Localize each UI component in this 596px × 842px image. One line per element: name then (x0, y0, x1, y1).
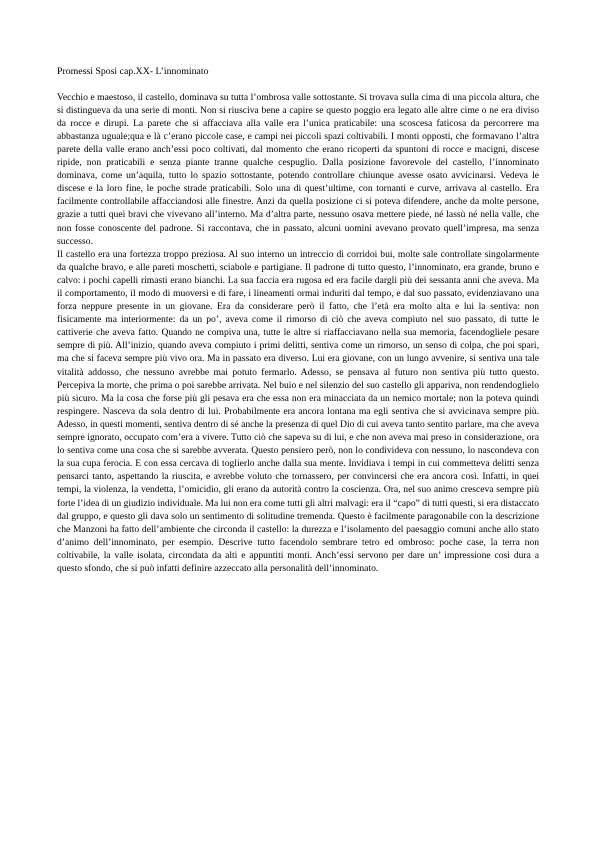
document-page (57, 66, 539, 575)
document-title: Promessi Sposi cap.XX- L’innominato (57, 66, 209, 77)
paragraph-castle-description: Vecchio e maestoso, il castello, dominava su tutta l’ombrosa valle sottostante. Si trovava sulla cima di una piccola altura, che si distingueva da una serie di monti. Non si riusciva bene a capire se questo poggio era legato alle altre cime o ne era diviso da rocce e dirupi. La parete che si affacciava alla valle era l’unica praticabile: una scoscesa faticosa da percorrere ma abbastanza uguale;qua e là c’erano piccole case, e campi nei piccoli spazi coltivabili. I monti opposti, che formavano l’altra parete della valle erano anch’essi poco coltivati, dal momento che erano ricoperti da spuntoni di rocce e macigni, discese ripide, non praticabili e senza piante tranne qualche cespuglio. Dalla posizione favorevole del castello, l’innominato dominava, come un’aquila, tutto lo spazio sottostante, potendo controllare chiunque avesse osato avvicinarsi. Vedeva le discese e la loro fine, le poche strade praticabili. Solo una di quest’ultime, con tornanti e curve, arrivava al castello. Era facilmente controllabile affacciandosi alle finestre. Anzi da quella posizione ci si poteva difendere, anche da molte persone, grazie a tutti quei bravi che vivevano all’interno. Ma d’altra parte, nessuno osava mettere piede, né lassù né nella valle, che non fosse conoscente del padrone. Si raccontava, che in passato, alcuni uomini avevano provato quell’impresa, ma senza successo. (57, 91, 539, 247)
paragraph-innominato-description: Il castello era una fortezza troppo preziosa. Al suo interno un intreccio di corridoi bui, molte sale controllate singolarmente da qualche bravo, e alle pareti moschetti, sciabole e partigiane. Il padrone di tutto questo, l’innominato, era grande, bruno e calvo: i pochi capelli rimasti erano bianchi. La sua faccia era rugosa ed era facile dargli più dei sessanta anni che aveva. Ma il comportamento, il modo di muoversi e di fare, i lineamenti ormai induriti dal tempo, e dal suo passato, evidenziavano una forza neppure presente in un giovane. Era da considerare però il fatto, che l’età era molto alta e lui la sentiva: non fisicamente ma interiormente: da un po’, aveva come il rimorso di ciò che aveva compiuto nel suo passato, di tutte le cattiverie che aveva fatto. Quando ne compiva una, tutte le altre si riaffacciavano nella sua memoria, facendogliele pesare sempre di più. All’inizio, quando aveva compiuto i primi delitti, sentiva come un rimorso, un senso di colpa, che poi sparì, ma che si faceva sempre più vivo ora. Ma in passato era diverso. Lui era giovane, con un lungo avvenire, si sentiva una tale vitalità addosso, che nessuno avrebbe mai potuto fermarlo. Adesso, se pensava al futuro non sentiva più tutto questo. Percepiva la morte, che prima o poi sarebbe arrivata. Nel buio e nel silenzio del suo castello gli appariva, non rendendoglielo più sicuro. Ma la cosa che forse più gli pesava era che essa non era minacciata da un nemico mortale; non la poteva quindi respingere. Nasceva da sola dentro di lui. Probabilmente era ancora lontana ma egli sentiva che si avvicinava sempre più. Adesso, in questi momenti, sentiva dentro di sé anche la presenza di quel Dio di cui aveva tanto sentito parlare, ma che aveva sempre ignorato, occupato com’era a vivere. Tutto ciò che sapeva su di lui, e che non aveva mai preso in considerazione, ora lo sentiva come una cosa che si sarebbe avverata. Questo pensiero però, non lo condivideva con nessuno, lo nascondeva con la sua cupa ferocia. E con essa cercava di toglierlo anche dalla sua mente. Invidiava i tempi in cui commetteva delitti senza pensarci tanto, aspettando la riuscita, e avrebbe voluto che tornassero, per convincersi che era ancora così. Infatti, in quei tempi, la violenza, la vendetta, l’omicidio, gli erano da autorità contro la coscienza. Ora, nel suo animo cresceva sempre più forte l’idea di un giudizio individuale. Ma lui non era come tutti gli altri malvagi: era il “capo” di tutti questi, si era distaccato dal gruppo, e questo gli dava solo un sentimento di solitudine tremenda. Questo è facilmente paragonabile con la descrizione che Manzoni ha fatto dell’ambiente che circonda il castello: la durezza e l’isolamento del paesaggio comuni anche allo stato d’animo dell’innominato, per esempio. Descrive tutto facendolo sembrare tetro ed ombroso: poche case, la terra non coltivabile, la valle isolata, circondata da alti e appuntiti monti. Anch’essi servono per dare un’ impressione così dura a questo sfondo, che si può infatti definire azzeccato alla personalità dell’innominato. (57, 248, 539, 574)
